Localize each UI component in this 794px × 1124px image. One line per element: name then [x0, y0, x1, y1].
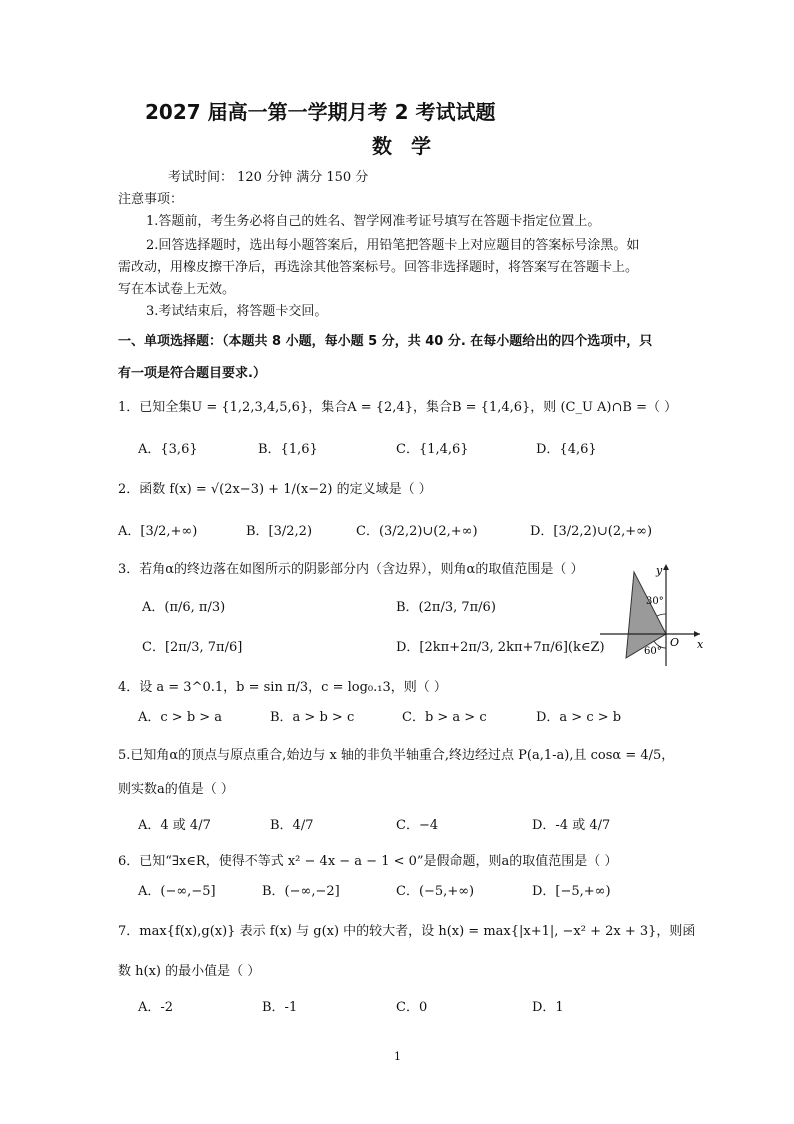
q4-option-b: B．a > b > c	[270, 710, 355, 725]
question-3-stem: 3．若角α的终边落在如图所示的阴影部分内（含边界），则角α的取值范围是（ ）	[118, 562, 584, 577]
question-5-stem-2: 则实数a的值是（ ）	[118, 782, 234, 797]
q1-option-d: D．{4,6}	[536, 442, 597, 457]
q2-option-d: D．[3/2,2)∪(2,+∞)	[530, 524, 653, 539]
q2-option-a: A．[3/2,+∞)	[118, 524, 198, 539]
q1-option-a: A．{3,6}	[138, 442, 198, 457]
q5-option-b: B．4/7	[270, 818, 314, 833]
q2-option-b: B．[3/2,2)	[246, 524, 313, 539]
notice-item-3: 3.考试结束后，将答题卡交回。	[146, 304, 328, 319]
exam-title: 2027 届高一第一学期月考 2 考试试题	[145, 100, 496, 124]
q4-option-d: D．a > c > b	[536, 710, 622, 725]
exam-info: 考试时间： 120 分钟 满分 150 分	[168, 170, 369, 185]
q5-option-d: D．-4 或 4/7	[532, 818, 611, 833]
question-1-stem: 1．已知全集U = {1,2,3,4,5,6}，集合A = {2,4}，集合B = {1,4,6}，则 (C_U A)∩B =（ ）	[118, 400, 678, 415]
question-6-stem: 6．已知“∃x∈R，使得不等式 x² − 4x − a − 1 < 0”是假命题，则a的取值范围是（ ）	[118, 854, 618, 869]
question-7-stem: 7．max{f(x),g(x)} 表示 f(x) 与 g(x) 中的较大者，设 h(x) = max{|x+1|, −x² + 2x + 3}，则函	[118, 924, 696, 939]
section-heading-line1: 一、单项选择题：（本题共 8 小题，每小题 5 分，共 40 分. 在每小题给出的四个选项中，只	[118, 334, 653, 349]
angle-arc-top	[657, 614, 666, 616]
notice-item-2b: 需改动，用橡皮擦干净后，再选涂其他答案标号。回答非选择题时，将答案写在答题卡上。	[118, 260, 639, 275]
q6-option-b: B．(−∞,−2]	[262, 884, 340, 899]
figure-angle-top: 30°	[646, 596, 664, 607]
question-5-stem: 5.已知角α的顶点与原点重合,始边与 x 轴的非负半轴重合,终边经过点 P(a,1-a),且 cosα = 4/5，	[118, 748, 675, 763]
figure-origin-label: O	[670, 636, 680, 649]
q3-option-c: C．[2π/3, 7π/6]	[142, 640, 243, 655]
q3-option-a: A．(π/6, π/3)	[142, 600, 226, 615]
question-4-stem: 4．设 a = 3^0.1，b = sin π/3，c = log₀.₁3，则（ ）	[118, 680, 447, 695]
q3-option-b: B．(2π/3, 7π/6)	[396, 600, 496, 615]
question-2-stem: 2．函数 f(x) = √(2x−3) + 1/(x−2) 的定义域是（ ）	[118, 482, 432, 497]
q6-option-d: D．[−5,+∞)	[532, 884, 611, 899]
q3-angle-figure	[596, 562, 706, 670]
question-7-stem-2: 数 h(x) 的最小值是（ ）	[118, 964, 261, 979]
x-axis-arrow	[694, 631, 700, 637]
q7-option-c: C．0	[396, 1000, 428, 1015]
q1-option-c: C．{1,4,6}	[396, 442, 469, 457]
notice-item-1: 1.答题前，考生务必将自己的姓名、智学网准考证号填写在答题卡指定位置上。	[146, 214, 601, 229]
q6-option-c: C．(−5,+∞)	[396, 884, 475, 899]
notice-item-2a: 2.回答选择题时，选出每小题答案后，用铅笔把答题卡上对应题目的答案标号涂黑。如	[146, 238, 640, 253]
q7-option-d: D．1	[532, 1000, 564, 1015]
page-number: 1	[394, 1050, 401, 1063]
notice-heading: 注意事项：	[118, 192, 184, 207]
notice-item-2c: 写在本试卷上无效。	[118, 282, 236, 297]
y-axis-arrow	[663, 564, 669, 570]
q2-option-c: C．(3/2,2)∪(2,+∞)	[356, 524, 478, 539]
q7-option-a: A．-2	[138, 1000, 174, 1015]
subject-title: 数 学	[372, 134, 437, 158]
q1-option-b: B．{1,6}	[258, 442, 318, 457]
q5-option-a: A．4 或 4/7	[138, 818, 211, 833]
q4-option-c: C．b > a > c	[402, 710, 487, 725]
q4-option-a: A．c > b > a	[138, 710, 223, 725]
figure-angle-bottom: 60°	[644, 646, 662, 657]
figure-y-label: y	[656, 564, 663, 577]
q3-option-d: D．[2kπ+2π/3, 2kπ+7π/6](k∈Z)	[396, 640, 605, 655]
figure-x-label: x	[697, 638, 704, 651]
q6-option-a: A．(−∞,−5]	[138, 884, 216, 899]
q7-option-b: B．-1	[262, 1000, 298, 1015]
section-heading-line2: 有一项是符合题目要求.）	[118, 366, 266, 381]
q5-option-c: C．−4	[396, 818, 439, 833]
